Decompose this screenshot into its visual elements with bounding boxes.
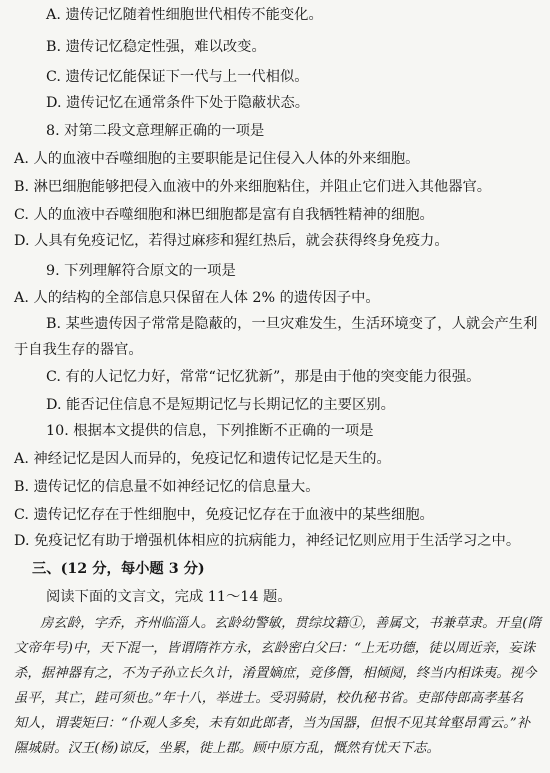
q10-option-d: D. 免疫记忆有助于增强机体相应的抗病能力，神经记忆则应用于生活学习之中。 bbox=[14, 533, 521, 549]
passage-line-1: 房玄龄，字乔，齐州临淄人。玄龄幼警敏，贯综坟籍①，善属文，书兼草隶。开皇(隋 bbox=[40, 616, 541, 631]
q9-option-b-line2: 于自我生存的器官。 bbox=[14, 342, 143, 358]
passage-line-4: 虽平，其亡，跬可须也。”年十八，举进士。受羽骑尉，校仇秘书省。吏部侍郎高孝基名 bbox=[14, 691, 524, 706]
q10-option-a: A. 神经记忆是因人而异的，免疫记忆和遗传记忆是天生的。 bbox=[14, 451, 391, 467]
q9-option-a: A. 人的结构的全部信息只保留在人体 2% 的遗传因子中。 bbox=[14, 290, 380, 306]
q7-option-c: C. 遗传记忆能保证下一代与上一代相似。 bbox=[46, 69, 309, 85]
q9-option-b-line1: B. 某些遗传因子常常是隐蔽的，一旦灾难发生，生活环境变了，人就会产生利 bbox=[46, 316, 538, 332]
q8-option-d: D. 人具有免疫记忆，若得过麻疹和猩红热后，就会获得终身免疫力。 bbox=[14, 233, 449, 249]
section-heading: 三、(12 分，每小题 3 分) bbox=[32, 561, 205, 577]
passage-line-6: 隰城尉。汉王(杨)谅反，坐累，徙上郡。顾中原方乱，慨然有忧天下志。 bbox=[14, 741, 440, 756]
q9-option-c: C. 有的人记忆力好，常常“记忆犹新”，那是由于他的突变能力很强。 bbox=[46, 369, 481, 385]
q7-option-d: D. 遗传记忆在通常条件下处于隐蔽状态。 bbox=[46, 95, 310, 111]
q8-option-b: B. 淋巴细胞能够把侵入血液中的外来细胞粘住，并阻止它们进入其他器官。 bbox=[14, 179, 492, 195]
q10-option-c: C. 遗传记忆存在于性细胞中，免疫记忆存在于血液中的某些细胞。 bbox=[14, 507, 434, 523]
q9-option-d: D. 能否记住信息不是短期记忆与长期记忆的主要区别。 bbox=[46, 397, 395, 413]
passage-line-3: 杀，据神器有之，不为子孙立长久计，淆置嫡庶，竞侈僭，相倾阋，终当内相诛夷。视今 bbox=[14, 666, 537, 681]
section-instruction: 阅读下面的文言文，完成 11～14 题。 bbox=[46, 589, 292, 605]
q9-stem: 9. 下列理解符合原文的一项是 bbox=[46, 263, 236, 279]
q8-option-a: A. 人的血液中吞噬细胞的主要职能是记住侵入人体的外来细胞。 bbox=[14, 151, 420, 167]
q8-option-c: C. 人的血液中吞噬细胞和淋巴细胞都是富有自我牺牲精神的细胞。 bbox=[14, 207, 434, 223]
q7-option-b: B. 遗传记忆稳定性强，难以改变。 bbox=[46, 39, 266, 55]
q10-option-b: B. 遗传记忆的信息量不如神经记忆的信息量大。 bbox=[14, 479, 320, 495]
q8-stem: 8. 对第二段文意理解正确的一项是 bbox=[46, 123, 265, 139]
passage-line-2: 文帝年号)中，天下混一，皆谓隋祚方永，玄龄密白父曰：“上无功德，徒以周近亲，妄诛 bbox=[14, 641, 536, 656]
q7-option-a: A. 遗传记忆随着性细胞世代相传不能变化。 bbox=[46, 7, 323, 23]
q10-stem: 10. 根据本文提供的信息，下列推断不正确的一项是 bbox=[46, 423, 374, 439]
passage-line-5: 知人，谓裴矩曰：“仆观人多矣，未有如此郎者，当为国器，但恨不见其耸壑昂霄云。”补 bbox=[14, 716, 531, 731]
